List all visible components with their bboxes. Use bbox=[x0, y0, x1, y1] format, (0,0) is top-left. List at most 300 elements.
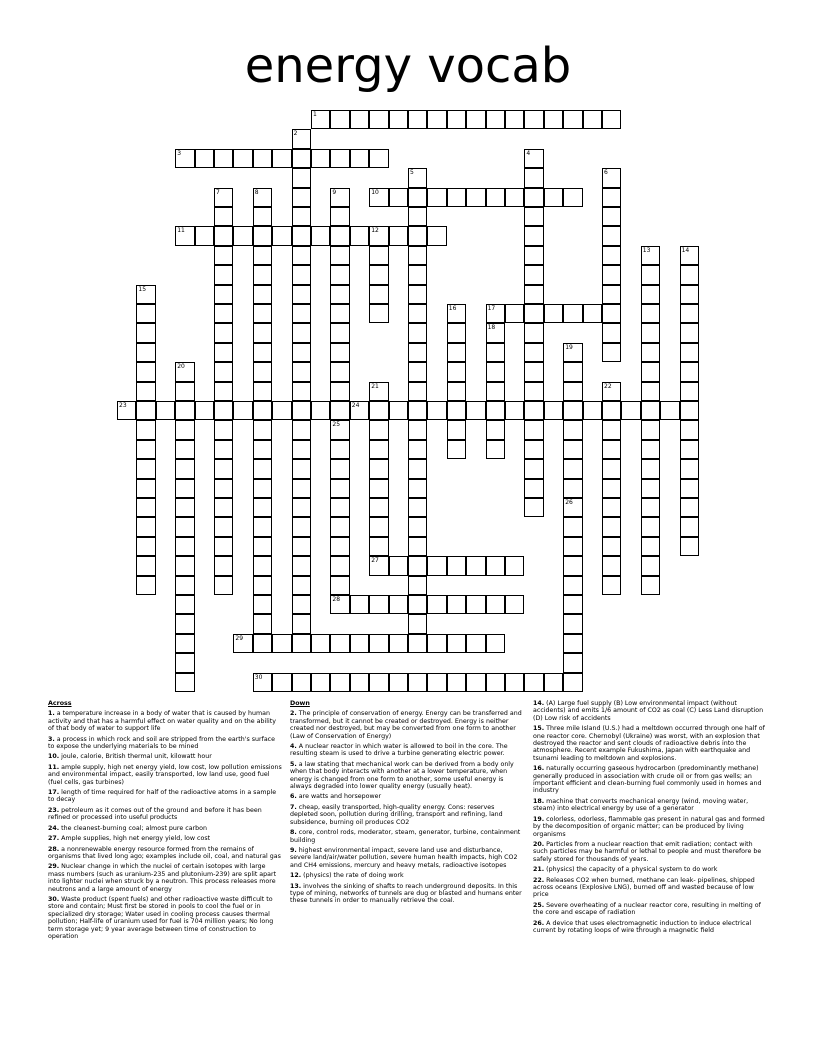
grid-cell[interactable] bbox=[175, 226, 194, 245]
grid-cell[interactable] bbox=[524, 149, 543, 168]
grid-cell[interactable] bbox=[272, 634, 291, 653]
grid-cell[interactable] bbox=[563, 653, 582, 672]
grid-cell[interactable] bbox=[369, 634, 388, 653]
grid-cell[interactable] bbox=[214, 265, 233, 284]
grid-cell[interactable] bbox=[214, 576, 233, 595]
grid-cell[interactable] bbox=[311, 110, 330, 129]
grid-cell[interactable] bbox=[389, 188, 408, 207]
grid-cell[interactable] bbox=[253, 479, 272, 498]
grid-cell[interactable] bbox=[253, 517, 272, 536]
grid-cell[interactable] bbox=[292, 537, 311, 556]
grid-cell[interactable] bbox=[408, 673, 427, 692]
grid-cell[interactable] bbox=[330, 382, 349, 401]
grid-cell[interactable] bbox=[544, 188, 563, 207]
grid-cell[interactable] bbox=[505, 673, 524, 692]
grid-cell[interactable] bbox=[253, 207, 272, 226]
grid-cell[interactable] bbox=[427, 110, 446, 129]
grid-cell[interactable] bbox=[369, 304, 388, 323]
grid-cell[interactable] bbox=[524, 226, 543, 245]
grid-cell[interactable] bbox=[660, 401, 679, 420]
grid-cell[interactable] bbox=[447, 362, 466, 381]
grid-cell[interactable] bbox=[583, 401, 602, 420]
grid-cell[interactable] bbox=[292, 382, 311, 401]
grid-cell[interactable] bbox=[641, 479, 660, 498]
grid-cell[interactable] bbox=[544, 401, 563, 420]
grid-cell[interactable] bbox=[408, 323, 427, 342]
grid-cell[interactable] bbox=[369, 246, 388, 265]
grid-cell[interactable] bbox=[136, 556, 155, 575]
grid-cell[interactable] bbox=[350, 673, 369, 692]
grid-cell[interactable] bbox=[311, 634, 330, 653]
grid-cell[interactable] bbox=[330, 304, 349, 323]
grid-cell[interactable] bbox=[563, 595, 582, 614]
grid-cell[interactable] bbox=[408, 110, 427, 129]
grid-cell[interactable] bbox=[447, 343, 466, 362]
grid-cell[interactable] bbox=[369, 265, 388, 284]
grid-cell[interactable] bbox=[253, 188, 272, 207]
grid-cell[interactable] bbox=[641, 265, 660, 284]
grid-cell[interactable] bbox=[408, 420, 427, 439]
grid-cell[interactable] bbox=[563, 479, 582, 498]
grid-cell[interactable] bbox=[369, 556, 388, 575]
grid-cell[interactable] bbox=[408, 168, 427, 187]
grid-cell[interactable] bbox=[466, 401, 485, 420]
grid-cell[interactable] bbox=[680, 479, 699, 498]
grid-cell[interactable] bbox=[602, 246, 621, 265]
grid-cell[interactable] bbox=[680, 265, 699, 284]
grid-cell[interactable] bbox=[602, 498, 621, 517]
grid-cell[interactable] bbox=[641, 537, 660, 556]
grid-cell[interactable] bbox=[369, 401, 388, 420]
grid-cell[interactable] bbox=[253, 382, 272, 401]
grid-cell[interactable] bbox=[214, 556, 233, 575]
grid-cell[interactable] bbox=[641, 401, 660, 420]
grid-cell[interactable] bbox=[408, 614, 427, 633]
grid-cell[interactable] bbox=[524, 420, 543, 439]
grid-cell[interactable] bbox=[602, 401, 621, 420]
grid-cell[interactable] bbox=[253, 634, 272, 653]
grid-cell[interactable] bbox=[524, 304, 543, 323]
grid-cell[interactable] bbox=[621, 401, 640, 420]
grid-cell[interactable] bbox=[466, 556, 485, 575]
grid-cell[interactable] bbox=[563, 188, 582, 207]
grid-cell[interactable] bbox=[136, 285, 155, 304]
grid-cell[interactable] bbox=[214, 149, 233, 168]
grid-cell[interactable] bbox=[214, 226, 233, 245]
grid-cell[interactable] bbox=[524, 673, 543, 692]
grid-cell[interactable] bbox=[602, 537, 621, 556]
grid-cell[interactable] bbox=[408, 246, 427, 265]
grid-cell[interactable] bbox=[486, 401, 505, 420]
grid-cell[interactable] bbox=[524, 459, 543, 478]
grid-cell[interactable] bbox=[253, 401, 272, 420]
grid-cell[interactable] bbox=[136, 440, 155, 459]
grid-cell[interactable] bbox=[272, 149, 291, 168]
grid-cell[interactable] bbox=[175, 440, 194, 459]
grid-cell[interactable] bbox=[214, 304, 233, 323]
grid-cell[interactable] bbox=[641, 576, 660, 595]
grid-cell[interactable] bbox=[350, 634, 369, 653]
grid-cell[interactable] bbox=[466, 188, 485, 207]
grid-cell[interactable] bbox=[427, 634, 446, 653]
grid-cell[interactable] bbox=[175, 401, 194, 420]
grid-cell[interactable] bbox=[447, 556, 466, 575]
grid-cell[interactable] bbox=[292, 246, 311, 265]
grid-cell[interactable] bbox=[175, 653, 194, 672]
grid-cell[interactable] bbox=[175, 498, 194, 517]
grid-cell[interactable] bbox=[408, 576, 427, 595]
grid-cell[interactable] bbox=[330, 207, 349, 226]
grid-cell[interactable] bbox=[233, 226, 252, 245]
grid-cell[interactable] bbox=[272, 673, 291, 692]
grid-cell[interactable] bbox=[136, 382, 155, 401]
grid-cell[interactable] bbox=[641, 459, 660, 478]
grid-cell[interactable] bbox=[389, 595, 408, 614]
grid-cell[interactable] bbox=[311, 149, 330, 168]
grid-cell[interactable] bbox=[602, 517, 621, 536]
grid-cell[interactable] bbox=[233, 149, 252, 168]
grid-cell[interactable] bbox=[175, 576, 194, 595]
grid-cell[interactable] bbox=[136, 401, 155, 420]
grid-cell[interactable] bbox=[292, 323, 311, 342]
grid-cell[interactable] bbox=[408, 498, 427, 517]
grid-cell[interactable] bbox=[447, 673, 466, 692]
grid-cell[interactable] bbox=[330, 440, 349, 459]
grid-cell[interactable] bbox=[330, 420, 349, 439]
grid-cell[interactable] bbox=[311, 401, 330, 420]
grid-cell[interactable] bbox=[292, 614, 311, 633]
grid-cell[interactable] bbox=[563, 614, 582, 633]
grid-cell[interactable] bbox=[524, 382, 543, 401]
grid-cell[interactable] bbox=[292, 362, 311, 381]
grid-cell[interactable] bbox=[563, 498, 582, 517]
grid-cell[interactable] bbox=[447, 420, 466, 439]
grid-cell[interactable] bbox=[389, 401, 408, 420]
grid-cell[interactable] bbox=[292, 479, 311, 498]
grid-cell[interactable] bbox=[486, 556, 505, 575]
grid-cell[interactable] bbox=[330, 188, 349, 207]
grid-cell[interactable] bbox=[680, 537, 699, 556]
grid-cell[interactable] bbox=[195, 401, 214, 420]
grid-cell[interactable] bbox=[330, 285, 349, 304]
grid-cell[interactable] bbox=[330, 459, 349, 478]
grid-cell[interactable] bbox=[408, 343, 427, 362]
grid-cell[interactable] bbox=[447, 401, 466, 420]
grid-cell[interactable] bbox=[253, 420, 272, 439]
grid-cell[interactable] bbox=[350, 110, 369, 129]
grid-cell[interactable] bbox=[408, 285, 427, 304]
grid-cell[interactable] bbox=[369, 188, 388, 207]
grid-cell[interactable] bbox=[292, 285, 311, 304]
grid-cell[interactable] bbox=[602, 168, 621, 187]
grid-cell[interactable] bbox=[602, 440, 621, 459]
grid-cell[interactable] bbox=[524, 343, 543, 362]
grid-cell[interactable] bbox=[389, 634, 408, 653]
grid-cell[interactable] bbox=[427, 401, 446, 420]
grid-cell[interactable] bbox=[602, 420, 621, 439]
grid-cell[interactable] bbox=[175, 614, 194, 633]
grid-cell[interactable] bbox=[369, 285, 388, 304]
grid-cell[interactable] bbox=[350, 149, 369, 168]
grid-cell[interactable] bbox=[136, 576, 155, 595]
grid-cell[interactable] bbox=[175, 634, 194, 653]
grid-cell[interactable] bbox=[214, 246, 233, 265]
grid-cell[interactable] bbox=[292, 401, 311, 420]
grid-cell[interactable] bbox=[330, 556, 349, 575]
grid-cell[interactable] bbox=[292, 634, 311, 653]
grid-cell[interactable] bbox=[563, 420, 582, 439]
grid-cell[interactable] bbox=[602, 556, 621, 575]
grid-cell[interactable] bbox=[641, 556, 660, 575]
grid-cell[interactable] bbox=[408, 595, 427, 614]
grid-cell[interactable] bbox=[602, 343, 621, 362]
grid-cell[interactable] bbox=[680, 304, 699, 323]
grid-cell[interactable] bbox=[136, 362, 155, 381]
grid-cell[interactable] bbox=[175, 149, 194, 168]
grid-cell[interactable] bbox=[505, 595, 524, 614]
grid-cell[interactable] bbox=[330, 634, 349, 653]
grid-cell[interactable] bbox=[447, 440, 466, 459]
grid-cell[interactable] bbox=[253, 576, 272, 595]
grid-cell[interactable] bbox=[641, 498, 660, 517]
grid-cell[interactable] bbox=[330, 265, 349, 284]
grid-cell[interactable] bbox=[214, 188, 233, 207]
grid-cell[interactable] bbox=[466, 110, 485, 129]
grid-cell[interactable] bbox=[350, 226, 369, 245]
grid-cell[interactable] bbox=[330, 537, 349, 556]
grid-cell[interactable] bbox=[195, 226, 214, 245]
grid-cell[interactable] bbox=[641, 304, 660, 323]
grid-cell[interactable] bbox=[524, 362, 543, 381]
grid-cell[interactable] bbox=[136, 323, 155, 342]
grid-cell[interactable] bbox=[389, 226, 408, 245]
grid-cell[interactable] bbox=[330, 343, 349, 362]
grid-cell[interactable] bbox=[641, 420, 660, 439]
grid-cell[interactable] bbox=[641, 517, 660, 536]
grid-cell[interactable] bbox=[292, 556, 311, 575]
grid-cell[interactable] bbox=[524, 110, 543, 129]
grid-cell[interactable] bbox=[292, 265, 311, 284]
grid-cell[interactable] bbox=[408, 188, 427, 207]
grid-cell[interactable] bbox=[447, 595, 466, 614]
grid-cell[interactable] bbox=[292, 498, 311, 517]
grid-cell[interactable] bbox=[427, 226, 446, 245]
grid-cell[interactable] bbox=[486, 420, 505, 439]
grid-cell[interactable] bbox=[524, 207, 543, 226]
grid-cell[interactable] bbox=[427, 595, 446, 614]
grid-cell[interactable] bbox=[389, 110, 408, 129]
grid-cell[interactable] bbox=[602, 110, 621, 129]
grid-cell[interactable] bbox=[214, 440, 233, 459]
grid-cell[interactable] bbox=[563, 382, 582, 401]
grid-cell[interactable] bbox=[292, 129, 311, 148]
grid-cell[interactable] bbox=[505, 556, 524, 575]
grid-cell[interactable] bbox=[214, 323, 233, 342]
grid-cell[interactable] bbox=[680, 517, 699, 536]
grid-cell[interactable] bbox=[524, 498, 543, 517]
grid-cell[interactable] bbox=[563, 634, 582, 653]
grid-cell[interactable] bbox=[602, 207, 621, 226]
grid-cell[interactable] bbox=[524, 265, 543, 284]
grid-cell[interactable] bbox=[408, 537, 427, 556]
grid-cell[interactable] bbox=[563, 537, 582, 556]
grid-cell[interactable] bbox=[233, 634, 252, 653]
grid-cell[interactable] bbox=[311, 673, 330, 692]
grid-cell[interactable] bbox=[253, 285, 272, 304]
grid-cell[interactable] bbox=[466, 673, 485, 692]
grid-cell[interactable] bbox=[292, 188, 311, 207]
grid-cell[interactable] bbox=[680, 498, 699, 517]
grid-cell[interactable] bbox=[369, 149, 388, 168]
grid-cell[interactable] bbox=[214, 537, 233, 556]
grid-cell[interactable] bbox=[330, 246, 349, 265]
grid-cell[interactable] bbox=[292, 595, 311, 614]
grid-cell[interactable] bbox=[175, 420, 194, 439]
grid-cell[interactable] bbox=[350, 595, 369, 614]
grid-cell[interactable] bbox=[175, 517, 194, 536]
grid-cell[interactable] bbox=[292, 304, 311, 323]
grid-cell[interactable] bbox=[408, 207, 427, 226]
grid-cell[interactable] bbox=[524, 479, 543, 498]
grid-cell[interactable] bbox=[602, 459, 621, 478]
grid-cell[interactable] bbox=[330, 401, 349, 420]
grid-cell[interactable] bbox=[408, 401, 427, 420]
grid-cell[interactable] bbox=[641, 323, 660, 342]
grid-cell[interactable] bbox=[486, 673, 505, 692]
grid-cell[interactable] bbox=[466, 595, 485, 614]
grid-cell[interactable] bbox=[292, 673, 311, 692]
grid-cell[interactable] bbox=[486, 362, 505, 381]
grid-cell[interactable] bbox=[369, 459, 388, 478]
grid-cell[interactable] bbox=[447, 323, 466, 342]
grid-cell[interactable] bbox=[447, 382, 466, 401]
grid-cell[interactable] bbox=[253, 440, 272, 459]
grid-cell[interactable] bbox=[136, 537, 155, 556]
grid-cell[interactable] bbox=[253, 537, 272, 556]
grid-cell[interactable] bbox=[253, 226, 272, 245]
grid-cell[interactable] bbox=[292, 149, 311, 168]
grid-cell[interactable] bbox=[408, 226, 427, 245]
grid-cell[interactable] bbox=[214, 401, 233, 420]
grid-cell[interactable] bbox=[214, 498, 233, 517]
grid-cell[interactable] bbox=[641, 362, 660, 381]
grid-cell[interactable] bbox=[505, 110, 524, 129]
grid-cell[interactable] bbox=[369, 420, 388, 439]
grid-cell[interactable] bbox=[253, 459, 272, 478]
grid-cell[interactable] bbox=[602, 323, 621, 342]
grid-cell[interactable] bbox=[369, 595, 388, 614]
grid-cell[interactable] bbox=[214, 459, 233, 478]
grid-cell[interactable] bbox=[330, 479, 349, 498]
grid-cell[interactable] bbox=[466, 634, 485, 653]
grid-cell[interactable] bbox=[214, 382, 233, 401]
grid-cell[interactable] bbox=[253, 149, 272, 168]
grid-cell[interactable] bbox=[136, 420, 155, 439]
grid-cell[interactable] bbox=[175, 595, 194, 614]
grid-cell[interactable] bbox=[680, 246, 699, 265]
grid-cell[interactable] bbox=[505, 304, 524, 323]
grid-cell[interactable] bbox=[136, 517, 155, 536]
grid-cell[interactable] bbox=[253, 498, 272, 517]
grid-cell[interactable] bbox=[408, 440, 427, 459]
grid-cell[interactable] bbox=[117, 401, 136, 420]
grid-cell[interactable] bbox=[408, 517, 427, 536]
grid-cell[interactable] bbox=[311, 226, 330, 245]
grid-cell[interactable] bbox=[214, 479, 233, 498]
grid-cell[interactable] bbox=[136, 343, 155, 362]
grid-cell[interactable] bbox=[602, 479, 621, 498]
grid-cell[interactable] bbox=[253, 595, 272, 614]
grid-cell[interactable] bbox=[427, 188, 446, 207]
grid-cell[interactable] bbox=[136, 479, 155, 498]
grid-cell[interactable] bbox=[214, 207, 233, 226]
grid-cell[interactable] bbox=[292, 207, 311, 226]
grid-cell[interactable] bbox=[408, 459, 427, 478]
grid-cell[interactable] bbox=[427, 556, 446, 575]
grid-cell[interactable] bbox=[524, 323, 543, 342]
grid-cell[interactable] bbox=[408, 556, 427, 575]
grid-cell[interactable] bbox=[175, 362, 194, 381]
grid-cell[interactable] bbox=[389, 556, 408, 575]
grid-cell[interactable] bbox=[330, 595, 349, 614]
grid-cell[interactable] bbox=[253, 343, 272, 362]
grid-cell[interactable] bbox=[369, 382, 388, 401]
grid-cell[interactable] bbox=[292, 168, 311, 187]
grid-cell[interactable] bbox=[292, 576, 311, 595]
grid-cell[interactable] bbox=[214, 343, 233, 362]
grid-cell[interactable] bbox=[253, 246, 272, 265]
grid-cell[interactable] bbox=[292, 420, 311, 439]
grid-cell[interactable] bbox=[330, 517, 349, 536]
grid-cell[interactable] bbox=[253, 362, 272, 381]
grid-cell[interactable] bbox=[602, 265, 621, 284]
grid-cell[interactable] bbox=[292, 459, 311, 478]
grid-cell[interactable] bbox=[680, 459, 699, 478]
grid-cell[interactable] bbox=[330, 226, 349, 245]
grid-cell[interactable] bbox=[602, 285, 621, 304]
grid-cell[interactable] bbox=[524, 440, 543, 459]
grid-cell[interactable] bbox=[330, 149, 349, 168]
grid-cell[interactable] bbox=[330, 673, 349, 692]
grid-cell[interactable] bbox=[563, 556, 582, 575]
grid-cell[interactable] bbox=[369, 673, 388, 692]
grid-cell[interactable] bbox=[486, 188, 505, 207]
grid-cell[interactable] bbox=[253, 673, 272, 692]
grid-cell[interactable] bbox=[292, 226, 311, 245]
grid-cell[interactable] bbox=[369, 517, 388, 536]
grid-cell[interactable] bbox=[136, 498, 155, 517]
grid-cell[interactable] bbox=[602, 188, 621, 207]
grid-cell[interactable] bbox=[233, 401, 252, 420]
grid-cell[interactable] bbox=[330, 323, 349, 342]
grid-cell[interactable] bbox=[195, 149, 214, 168]
grid-cell[interactable] bbox=[680, 285, 699, 304]
grid-cell[interactable] bbox=[641, 382, 660, 401]
grid-cell[interactable] bbox=[175, 459, 194, 478]
grid-cell[interactable] bbox=[389, 673, 408, 692]
grid-cell[interactable] bbox=[369, 110, 388, 129]
grid-cell[interactable] bbox=[253, 556, 272, 575]
grid-cell[interactable] bbox=[486, 110, 505, 129]
grid-cell[interactable] bbox=[486, 634, 505, 653]
grid-cell[interactable] bbox=[253, 614, 272, 633]
grid-cell[interactable] bbox=[641, 246, 660, 265]
grid-cell[interactable] bbox=[641, 440, 660, 459]
grid-cell[interactable] bbox=[524, 401, 543, 420]
grid-cell[interactable] bbox=[563, 304, 582, 323]
grid-cell[interactable] bbox=[524, 188, 543, 207]
grid-cell[interactable] bbox=[447, 188, 466, 207]
